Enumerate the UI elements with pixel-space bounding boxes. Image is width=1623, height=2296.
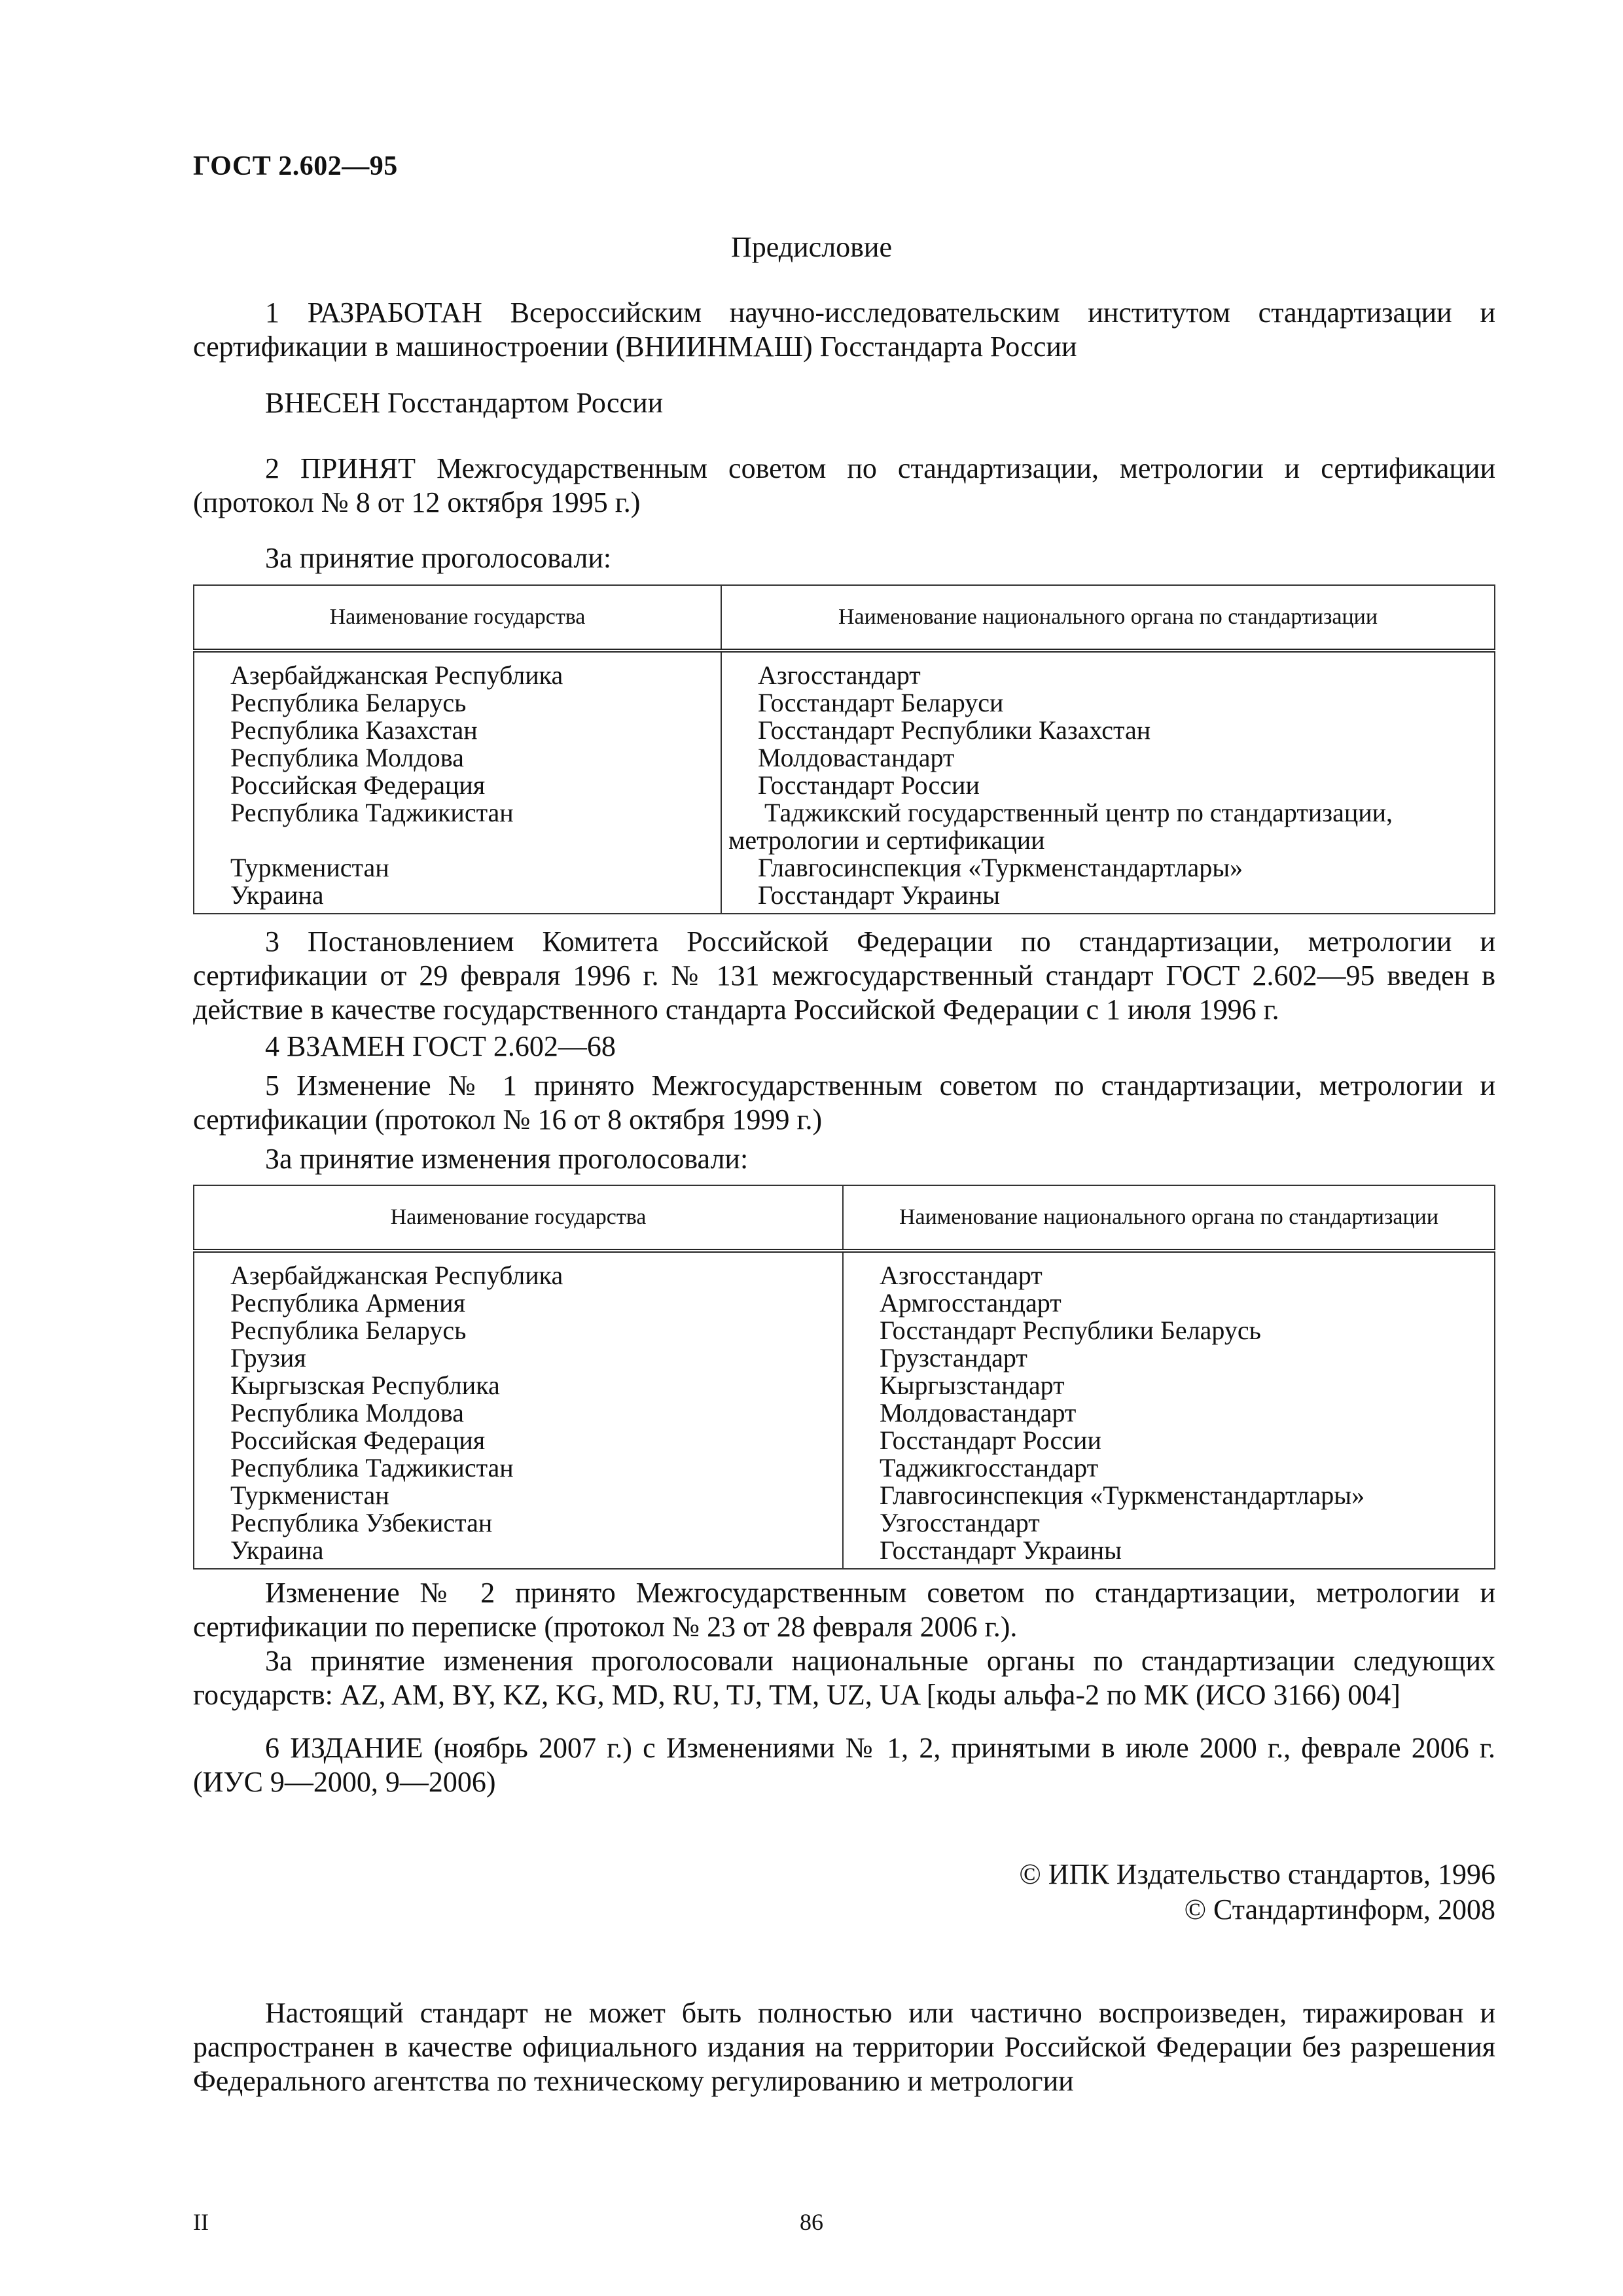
organ-item: Кыргызстандарт: [880, 1371, 1065, 1400]
paragraph-replaces: 4 ВЗАМЕН ГОСТ 2.602—68: [265, 1030, 616, 1062]
paragraph-amendment-1: 5 Изменение № 1 принято Межгосударственным советом по стандартизации, метрологии и сертификации (протокол № 16 от 8 октября 1999 г.): [193, 1069, 1495, 1136]
state-item: Российская Федерация: [230, 770, 486, 800]
organ-item: Узгосстандарт: [880, 1508, 1040, 1537]
column-header-organ: Наименование национального органа по стандартизации: [721, 585, 1495, 651]
paragraph-accepted: 2 ПРИНЯТ Межгосударственным советом по стандартизации, метрологии и сертификации (протокол № 8 от 12 октября 1995 г.): [193, 452, 1495, 518]
table-body-row: [194, 1251, 1495, 1569]
states-cell: [194, 651, 721, 914]
state-item: Республика Казахстан: [230, 715, 478, 745]
state-item: Туркменистан: [230, 853, 389, 882]
state-item: Республика Беларусь: [230, 1316, 467, 1345]
organ-item: Молдовастандарт: [758, 743, 955, 772]
organ-item: Госстандарт Украины: [758, 880, 1000, 910]
organ-item: Госстандарт Украины: [880, 1535, 1122, 1565]
state-item: Республика Таджикистан: [230, 798, 514, 827]
organ-item: Таджикский государственный центр по стандартизации, метрологии и сертификации: [728, 798, 1393, 855]
organ-item: Армгосстандарт: [880, 1288, 1061, 1318]
organs-cell: [721, 651, 1495, 914]
state-item: Туркменистан: [230, 1480, 389, 1510]
copyright-2008: © Стандартинформ, 2008: [1184, 1893, 1495, 1926]
organ-item: Таджикгосстандарт: [880, 1453, 1099, 1482]
reproduction-notice: Настоящий стандарт не может быть полностью или частично воспроизведен, тиражирован и распространен в качестве официального издания на территории Российской Федерации без разрешения Федерального агентства по техническому регулированию и метрологии: [193, 1997, 1495, 2097]
organs-cell: [843, 1251, 1495, 1569]
column-header-state: Наименование государства: [194, 585, 721, 651]
paragraph-amendment-2: Изменение № 2 принято Межгосударственным советом по стандартизации, метрологии и сертификации по переписке (протокол № 23 от 28 февраля 2006 г.).: [193, 1577, 1495, 1643]
state-item: Кыргызская Республика: [230, 1371, 500, 1400]
state-item: Республика Беларусь: [230, 688, 467, 717]
paragraph-developed: 1 РАЗРАБОТАН Всероссийским научно-исследовательским институтом стандартизации и сертификации в машиностроении (ВНИИНМАШ) Госстандарта России: [193, 296, 1495, 363]
state-item: Российская Федерация: [230, 1426, 486, 1455]
organ-item: Молдовастандарт: [880, 1398, 1077, 1427]
state-item: Республика Узбекистан: [230, 1508, 493, 1537]
state-item: Грузия: [230, 1343, 306, 1372]
column-header-state: Наименование государства: [194, 1185, 843, 1251]
state-item: Республика Таджикистан: [230, 1453, 514, 1482]
copyright-1996: © ИПК Издательство стандартов, 1996: [1019, 1858, 1495, 1890]
organ-item: Главгосинспекция «Туркменстандартлары»: [880, 1480, 1365, 1510]
paragraph-introduced: ВНЕСЕН Госстандартом России: [265, 387, 664, 419]
organ-item: Госстандарт России: [880, 1426, 1101, 1455]
states-cell: [194, 1251, 843, 1569]
organ-item: Азгосстандарт: [880, 1261, 1043, 1290]
table-header-row: [194, 1185, 1495, 1251]
state-item: Украина: [230, 880, 324, 910]
organ-item: Главгосинспекция «Туркменстандартлары»: [758, 853, 1243, 882]
paragraph-resolution: 3 Постановлением Комитета Российской Федерации по стандартизации, метрологии и сертификации от 29 февраля 1996 г. № 131 межгосударственный стандарт ГОСТ 2.602—95 введен в действие в качестве государственного стандарта Российской Федерации с 1 июля 1996 г.: [193, 925, 1495, 1026]
organ-item: Госстандарт Республики Беларусь: [880, 1316, 1261, 1345]
voting-table-1: [193, 584, 1495, 914]
organ-item: Госстандарт Беларуси: [758, 688, 1004, 717]
table-header-row: [194, 585, 1495, 651]
state-item: Республика Армения: [230, 1288, 465, 1318]
vote-label-1: За принятие проголосовали:: [265, 542, 612, 574]
column-header-organ: Наименование национального органа по стандартизации: [843, 1185, 1495, 1251]
state-item: Украина: [230, 1535, 324, 1565]
voting-table-2: [193, 1185, 1495, 1570]
state-item: Азербайджанская Республика: [230, 660, 563, 690]
state-item: Азербайджанская Республика: [230, 1261, 563, 1290]
paragraph-vote-amendment-2: За принятие изменения проголосовали национальные органы по стандартизации следующих государств: AZ, AM, BY, KZ, KG, MD, RU, TJ, TM, UZ, UA [коды альфа-2 по МК (ИСО 3166) 004]: [193, 1645, 1495, 1711]
document-header: ГОСТ 2.602—95: [193, 151, 398, 181]
paragraph-edition: 6 ИЗДАНИЕ (ноябрь 2007 г.) с Изменениями № 1, 2, принятыми в июле 2000 г., феврале 2006 г. (ИУС 9—2000, 9—2006): [193, 1732, 1495, 1798]
state-item: Республика Молдова: [230, 1398, 464, 1427]
organ-item: Грузстандарт: [880, 1343, 1027, 1372]
preface-heading: Предисловие: [731, 231, 892, 263]
organ-item: Госстандарт России: [758, 770, 980, 800]
organ-item: Госстандарт Республики Казахстан: [758, 715, 1151, 745]
page-number: 86: [800, 2209, 823, 2235]
organ-item: Азгосстандарт: [758, 660, 921, 690]
state-item: Республика Молдова: [230, 743, 464, 772]
roman-page-number: II: [193, 2209, 209, 2235]
vote-label-2: За принятие изменения проголосовали:: [265, 1143, 749, 1175]
table-body-row: [194, 651, 1495, 914]
